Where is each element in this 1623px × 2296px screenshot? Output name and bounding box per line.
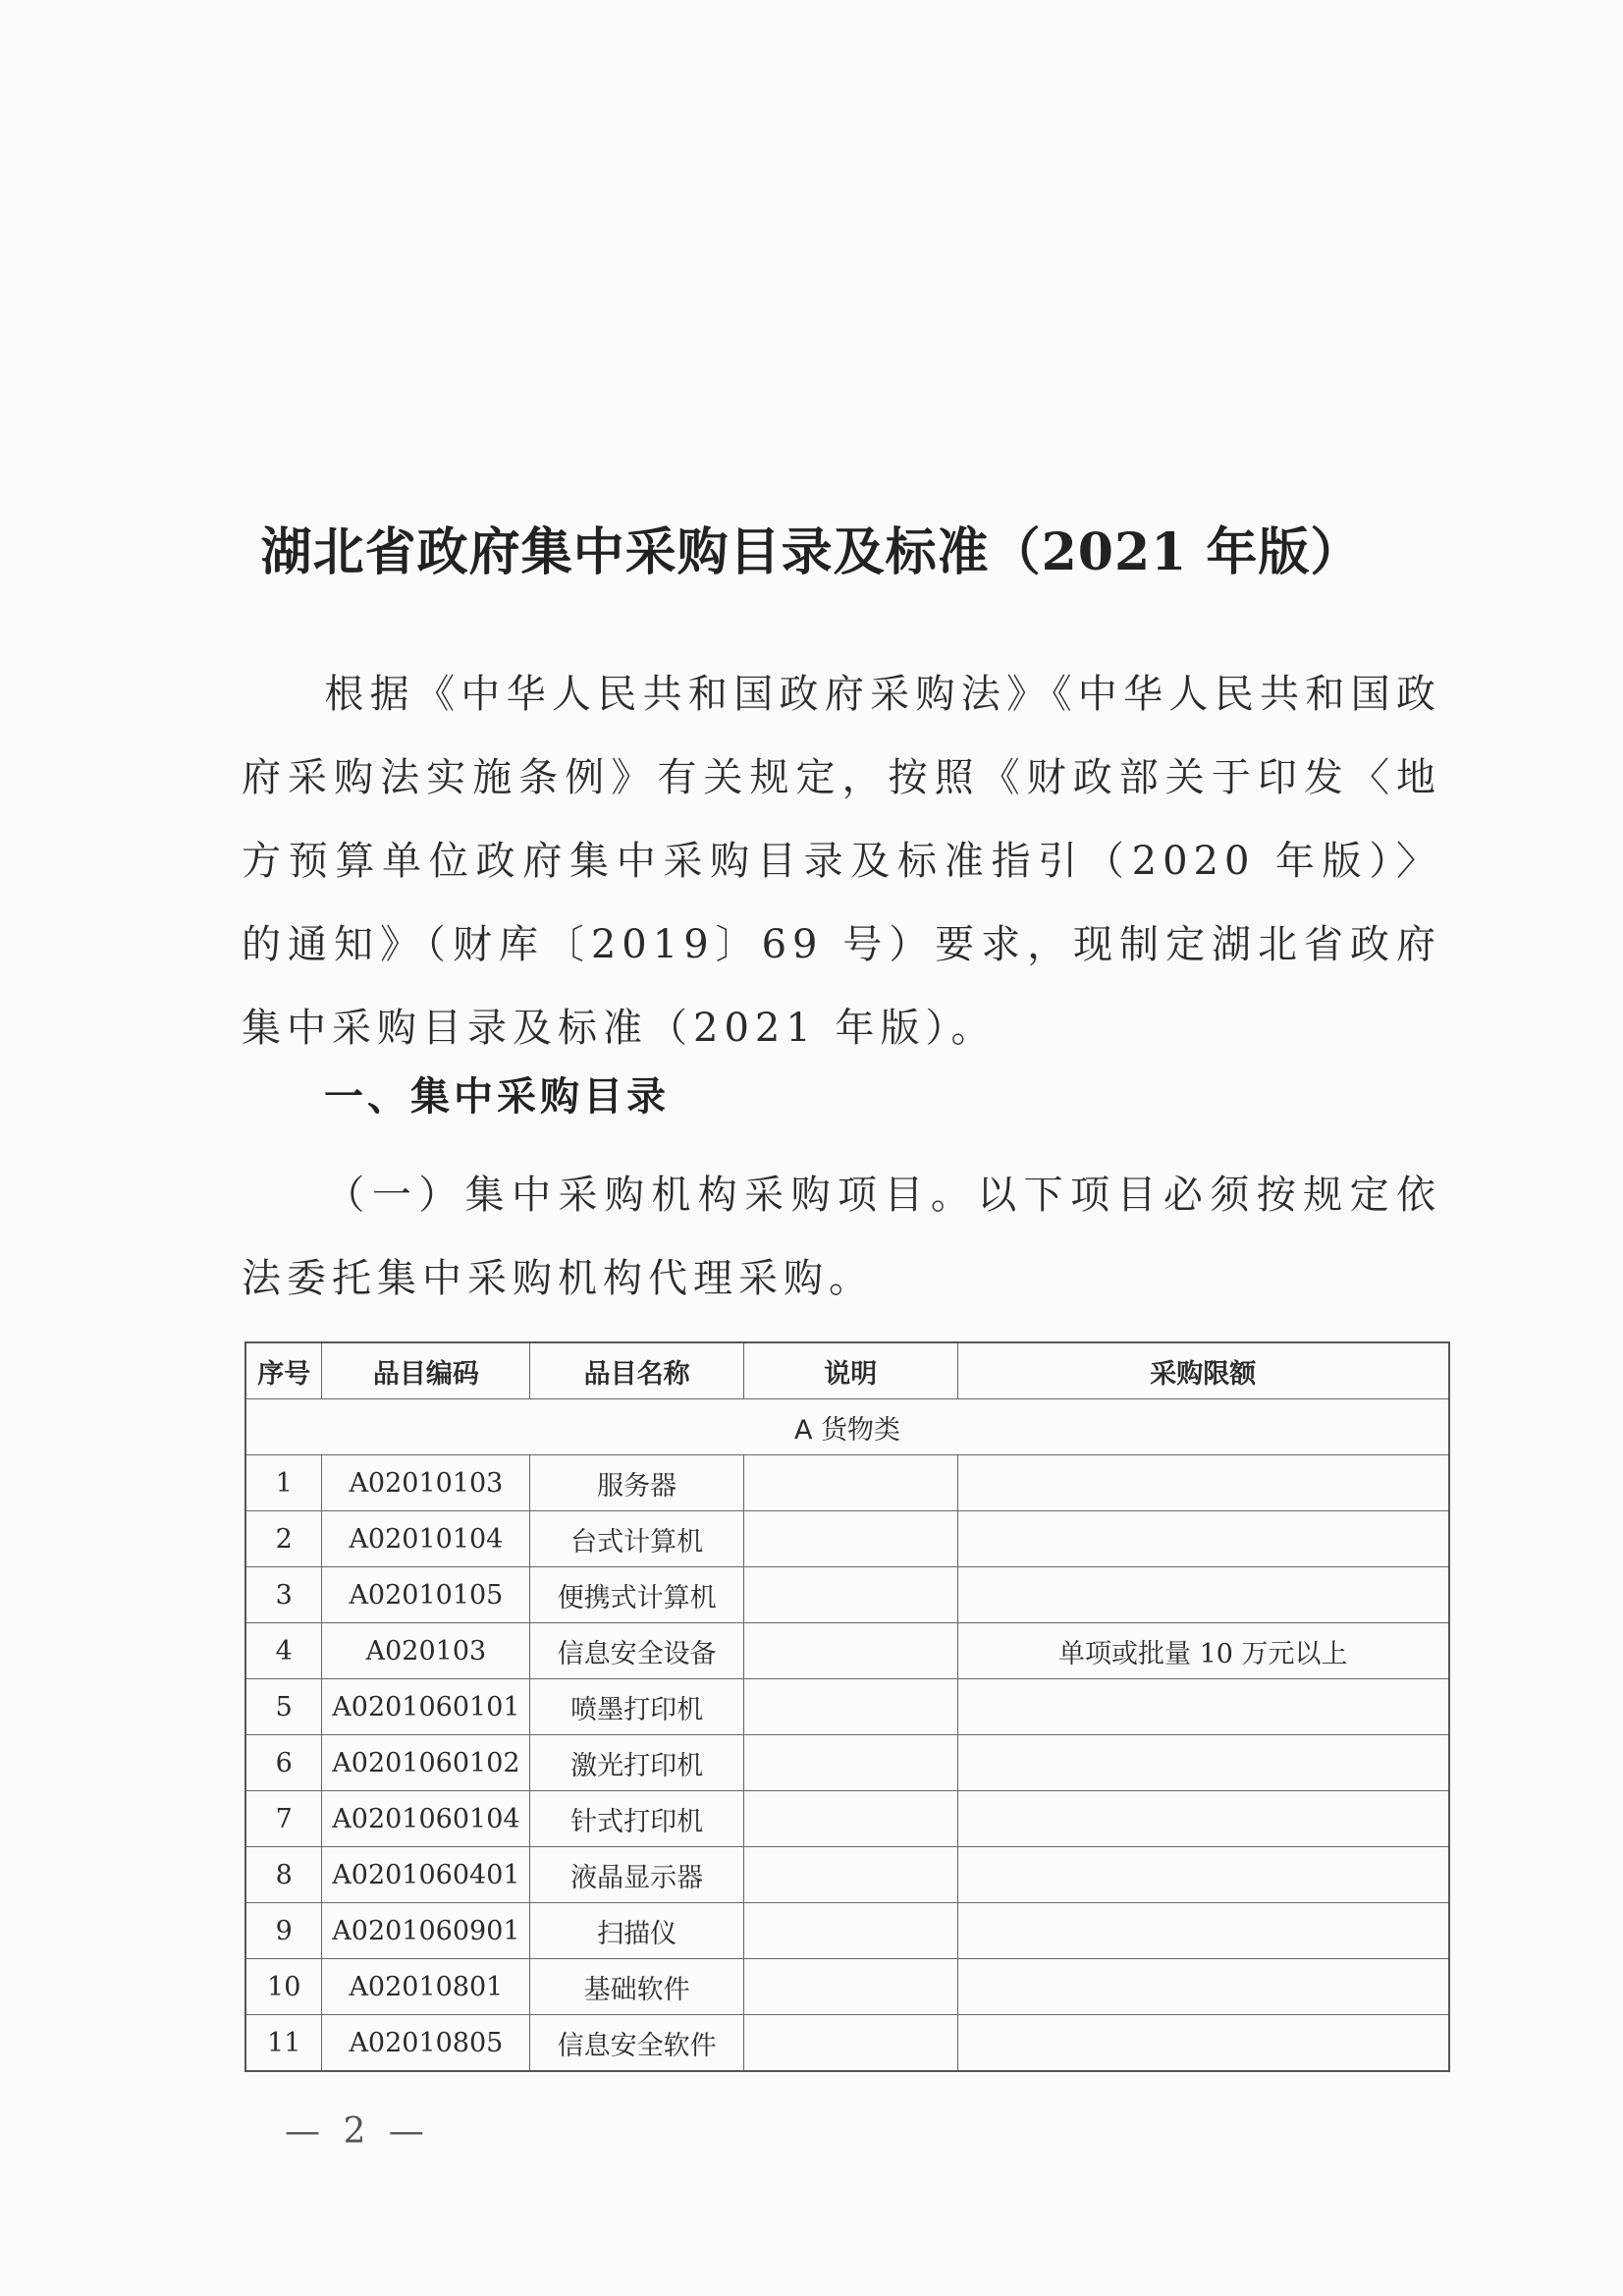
- cell-limit: [957, 1903, 1449, 1959]
- table-row: [245, 1735, 1449, 1791]
- cell-seq: 2: [245, 1511, 322, 1567]
- cell-name: 信息安全软件: [530, 2015, 744, 2072]
- cell-seq: 11: [245, 2015, 322, 2072]
- cell-name: 喷墨打印机: [530, 1679, 744, 1735]
- cell-note: [743, 1567, 957, 1623]
- cell-limit: [957, 1735, 1449, 1791]
- cell-limit: [957, 1791, 1449, 1847]
- cell-limit: [957, 1511, 1449, 1567]
- cell-limit: [957, 1847, 1449, 1903]
- cell-code: A0201060101: [322, 1679, 530, 1735]
- table-row: [245, 1847, 1449, 1903]
- cell-seq: 5: [245, 1679, 322, 1735]
- cell-note: [743, 1791, 957, 1847]
- cell-seq: 9: [245, 1903, 322, 1959]
- cell-seq: 8: [245, 1847, 322, 1903]
- table-header-row: [245, 1342, 1449, 1399]
- cell-code: A020103: [322, 1623, 530, 1679]
- table-row: [245, 1623, 1449, 1679]
- table-row: [245, 1567, 1449, 1623]
- table-row: [245, 1511, 1449, 1567]
- cell-note: [743, 1679, 957, 1735]
- cell-code: A02010801: [322, 1959, 530, 2015]
- cell-code: A0201060901: [322, 1903, 530, 1959]
- cell-name: 便携式计算机: [530, 1567, 744, 1623]
- cell-note: [743, 1903, 957, 1959]
- cell-name: 台式计算机: [530, 1511, 744, 1567]
- cell-seq: 1: [245, 1455, 322, 1511]
- cell-note: [743, 2015, 957, 2072]
- cell-note: [743, 1847, 957, 1903]
- cell-code: A02010105: [322, 1567, 530, 1623]
- cell-seq: 10: [245, 1959, 322, 2015]
- category-label: A 货物类: [245, 1399, 1449, 1455]
- cell-limit: [957, 2015, 1449, 2072]
- cell-note: [743, 1455, 957, 1511]
- table-row: [245, 1959, 1449, 2015]
- cell-code: A0201060104: [322, 1791, 530, 1847]
- section-heading: 一、集中采购目录: [324, 1073, 670, 1120]
- cell-name: 针式打印机: [530, 1791, 744, 1847]
- cell-code: A0201060102: [322, 1735, 530, 1791]
- cell-name: 扫描仪: [530, 1903, 744, 1959]
- procurement-catalog-table: [244, 1341, 1450, 2072]
- table-row: [245, 1903, 1449, 1959]
- subsection-paragraph: [242, 1154, 1441, 1321]
- table-row: [245, 1455, 1449, 1511]
- page-number: — 2 —: [285, 2111, 430, 2152]
- header-name: 品目名称: [530, 1342, 744, 1399]
- subsection-text: （一）集中采购机构采购项目。以下项目必须按规定依法委托集中采购机构代理采购。: [242, 1173, 1441, 1301]
- table-row: [245, 2015, 1449, 2072]
- header-note: 说明: [743, 1342, 957, 1399]
- table-row: [245, 1679, 1449, 1735]
- category-row: [245, 1399, 1449, 1455]
- cell-code: A0201060401: [322, 1847, 530, 1903]
- intro-paragraph: [242, 653, 1441, 1070]
- cell-code: A02010805: [322, 2015, 530, 2072]
- cell-seq: 4: [245, 1623, 322, 1679]
- document-title: 湖北省政府集中采购目录及标准（2021 年版）: [260, 522, 1363, 582]
- cell-code: A02010104: [322, 1511, 530, 1567]
- cell-limit: [957, 1455, 1449, 1511]
- header-seq: 序号: [245, 1342, 322, 1399]
- cell-code: A02010103: [322, 1455, 530, 1511]
- cell-seq: 7: [245, 1791, 322, 1847]
- cell-note: [743, 1623, 957, 1679]
- cell-name: 服务器: [530, 1455, 744, 1511]
- cell-name: 基础软件: [530, 1959, 744, 2015]
- cell-limit: 单项或批量 10 万元以上: [957, 1623, 1449, 1679]
- cell-limit: [957, 1567, 1449, 1623]
- header-limit: 采购限额: [957, 1342, 1449, 1399]
- cell-note: [743, 1959, 957, 2015]
- cell-name: 信息安全设备: [530, 1623, 744, 1679]
- cell-limit: [957, 1679, 1449, 1735]
- cell-limit: [957, 1959, 1449, 2015]
- header-code: 品目编码: [322, 1342, 530, 1399]
- intro-text: 根据《中华人民共和国政府采购法》《中华人民共和国政府采购法实施条例》有关规定，按照《财政部关于印发〈地方预算单位政府集中采购目录及标准指引（2020 年版）〉的通知》（财库〔2019〕69 号）要求，现制定湖北省政府集中采购目录及标准（2021 年版）。: [242, 672, 1441, 1051]
- cell-name: 液晶显示器: [530, 1847, 744, 1903]
- cell-name: 激光打印机: [530, 1735, 744, 1791]
- cell-seq: 6: [245, 1735, 322, 1791]
- cell-note: [743, 1735, 957, 1791]
- cell-seq: 3: [245, 1567, 322, 1623]
- table-row: [245, 1791, 1449, 1847]
- cell-note: [743, 1511, 957, 1567]
